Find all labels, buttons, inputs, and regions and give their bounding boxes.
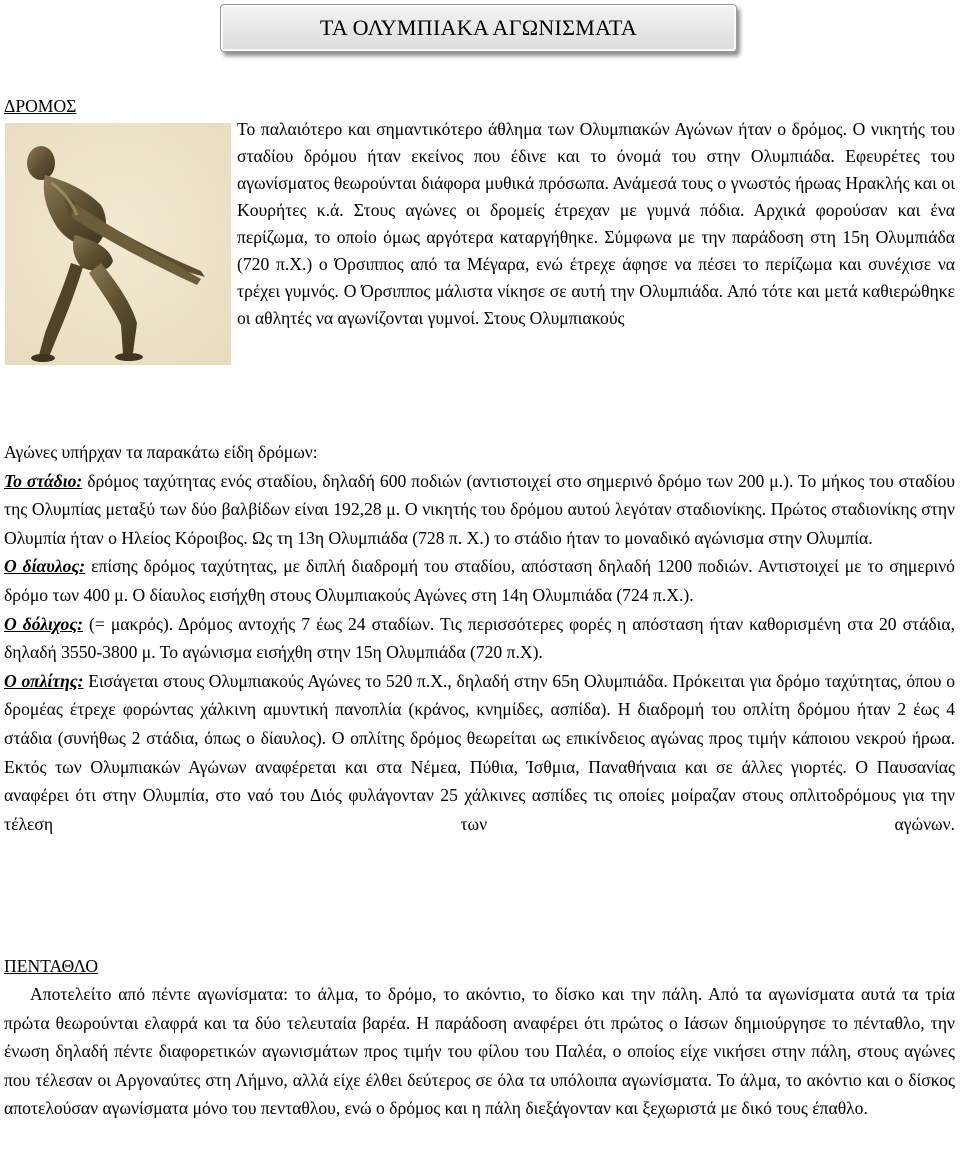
image-wrap-spacer bbox=[4, 144, 237, 384]
section-heading-dromos: ΔΡΟΜΟΣ bbox=[4, 96, 77, 116]
oplitis-term: Ο οπλίτης: bbox=[4, 670, 84, 691]
page-title: ΤΑ ΟΛΥΜΠΙΑΚΑ ΑΓΩΝΙΣΜΑΤΑ bbox=[319, 15, 638, 40]
dolichos-text: (= μακρός). Δρόμος αντοχής 7 έως 24 σταδίων. Τις περισσότερες φορές η απόσταση ήταν καθορισμένη στα 20 στάδια, δηλαδή 3550-3800 μ. Το αγώνισμα εισήχθη στην 15η Ολυμπιάδα (720 π.Χ). bbox=[4, 613, 955, 663]
dromos-kinds-block bbox=[4, 438, 955, 838]
oplitis-paragraph bbox=[4, 667, 955, 839]
dolichos-paragraph bbox=[4, 610, 955, 667]
section-heading-pentathlo: ΠΕΝΤΑΘΛΟ bbox=[4, 956, 99, 976]
diavlos-paragraph bbox=[4, 552, 955, 609]
oplitis-text: Εισάγεται στους Ολυμπιακούς Αγώνες το 520 π.Χ., δηλαδή στην 65η Ολυμπιάδα. Πρόκειται για δρόμο ταχύτητας, όπου ο δρομέας έτρεχε φορώντας χάλκινη αμυντική πανοπλία (κράνος, κνημίδες, ασπίδα). Η διαδρομή του οπλίτη δρόμου ήταν 2 έως 4 στάδια (συνήθως 2 στάδια, όπως ο δίαυλος). Ο οπλίτης δρόμος θεωρείται ως επικίνδειος αγώνας προς τιμήν κάποιου νεκρού ήρωα. Εκτός των Ολυμπιακών Αγώνων αναφέρεται και στα Νέμεα, Πύθια, Ίσθμια, Παναθήναια και σε άλλες γιορτές. Ο Παυσανίας αναφέρει ότι στην Ολυμπία, στο ναό του Διός φυλάγονταν 25 χάλκινες ασπίδες τις οποίες μοίραζαν στους οπλιτοδρόμους για την τέλεση των αγώνων. bbox=[4, 670, 956, 834]
dromos-intro-text: Το παλαιότερο και σημαντικότερο άθλημα των Ολυμπιακών Αγώνων ήταν ο δρόμος. Ο νικητής του σταδίου δρόμου ήταν εκείνος που έδινε και το όνομά του στην Ολυμπιάδα. Εφευρέτες του αγωνίσματος θεωρούνται διάφορα μυθικά πρόσωπα. Ανάμεσά τους ο γνωστός ήρωας Ηρακλής και οι Κουρήτες κ.ά. Στους αγώνες οι δρομείς έτρεχαν με γυμνά πόδια. Αρχικά φορούσαν και ένα περίζωμα, το οποίο όμως αργότερα καταργήθηκε. Σύμφωνα με την παράδοση στη 15η Ολυμπιάδα (720 π.Χ.) ο Όρσιππος από τα Μέγαρα, ενώ έτρεχε άφησε να πέσει το περίζωμα και συνέχισε να τρέχει γυμνός. Ο Όρσιππος μάλιστα νίκησε σε αυτή την Ολυμπιάδα. Από τότε και μετά καθιερώθηκε οι αθλητές να αγωνίζονται γυμνοί. Στους Ολυμπιακούς bbox=[237, 119, 955, 328]
dromos-intro-block bbox=[4, 116, 955, 384]
diavlos-text: επίσης δρόμος ταχύτητας, με διπλή διαδρομή του σταδίου, απόσταση δηλαδή 1200 ποδιών. Αντιστοιχεί με το σημερινό δρόμο των 400 μ. Ο δίαυλος εισήχθη στους Ολυμπιακούς Αγώνες στη 14η Ολυμπιάδα (724 π.Χ.). bbox=[4, 556, 955, 605]
stadio-term: Το στάδιο: bbox=[4, 470, 83, 491]
diavlos-term: Ο δίαυλος: bbox=[4, 556, 86, 577]
kinds-intro: Αγώνες υπήρχαν τα παρακάτω είδη δρόμων: bbox=[4, 442, 318, 462]
stadio-text: δρόμος ταχύτητας ενός σταδίου, δηλαδή 600 ποδιών (αντιστοιχεί στο σημερινό δρόμο των 200 μ.). Το μήκος του σταδίου της Ολυμπίας μεταξύ των δύο βαλβίδων είναι 192,28 μ. Ο νικητής του δρόμου αυτού λεγόταν σταδιονίκης. Πρώτος σταδιονίκης στην Ολυμπία ήταν ο Ηλείος Κόροιβος. Ως τη 13η Ολυμπιάδα (728 π. Χ.) το στάδιο ήταν το μοναδικό αγώνισμα στην Ολυμπία. bbox=[4, 470, 955, 548]
title-banner bbox=[220, 4, 737, 52]
dolichos-term: Ο δόλιχος: bbox=[4, 613, 84, 634]
stadio-paragraph bbox=[4, 467, 955, 553]
pentathlo-text: Αποτελείτο από πέντε αγωνίσματα: το άλμα, το δρόμο, το ακόντιο, το δίσκο και την πάλη. Από τα αγωνίσματα αυτά τα τρία πρώτα θεωρούνται ελαφρά και τα δύο τελευταία βαρέα. Η παράδοση αναφέρει ότι πρώτος ο Ιάσων δημιούργησε το πένταθλο, την ένωση δηλαδή πέντε διαφορετικών αγωνισμάτων προς τιμήν του φίλου του Παλέα, ο οποίος είχε νικήσει στην πάλη, στους αγώνες που τέλεσαν οι Αργοναύτες στη Λήμνο, αλλά είχε έλθει δεύτερος σε όλα τα υπόλοιπα αγωνίσματα. Το άλμα, το ακόντιο και ο δίσκος αποτελούσαν αγωνίσματα μόνο του πενταθλου, ενώ ο δρόμος και η πάλη διεξάγονταν και ξεχωριστά με δικό τους έπαθλο. bbox=[4, 984, 955, 1119]
